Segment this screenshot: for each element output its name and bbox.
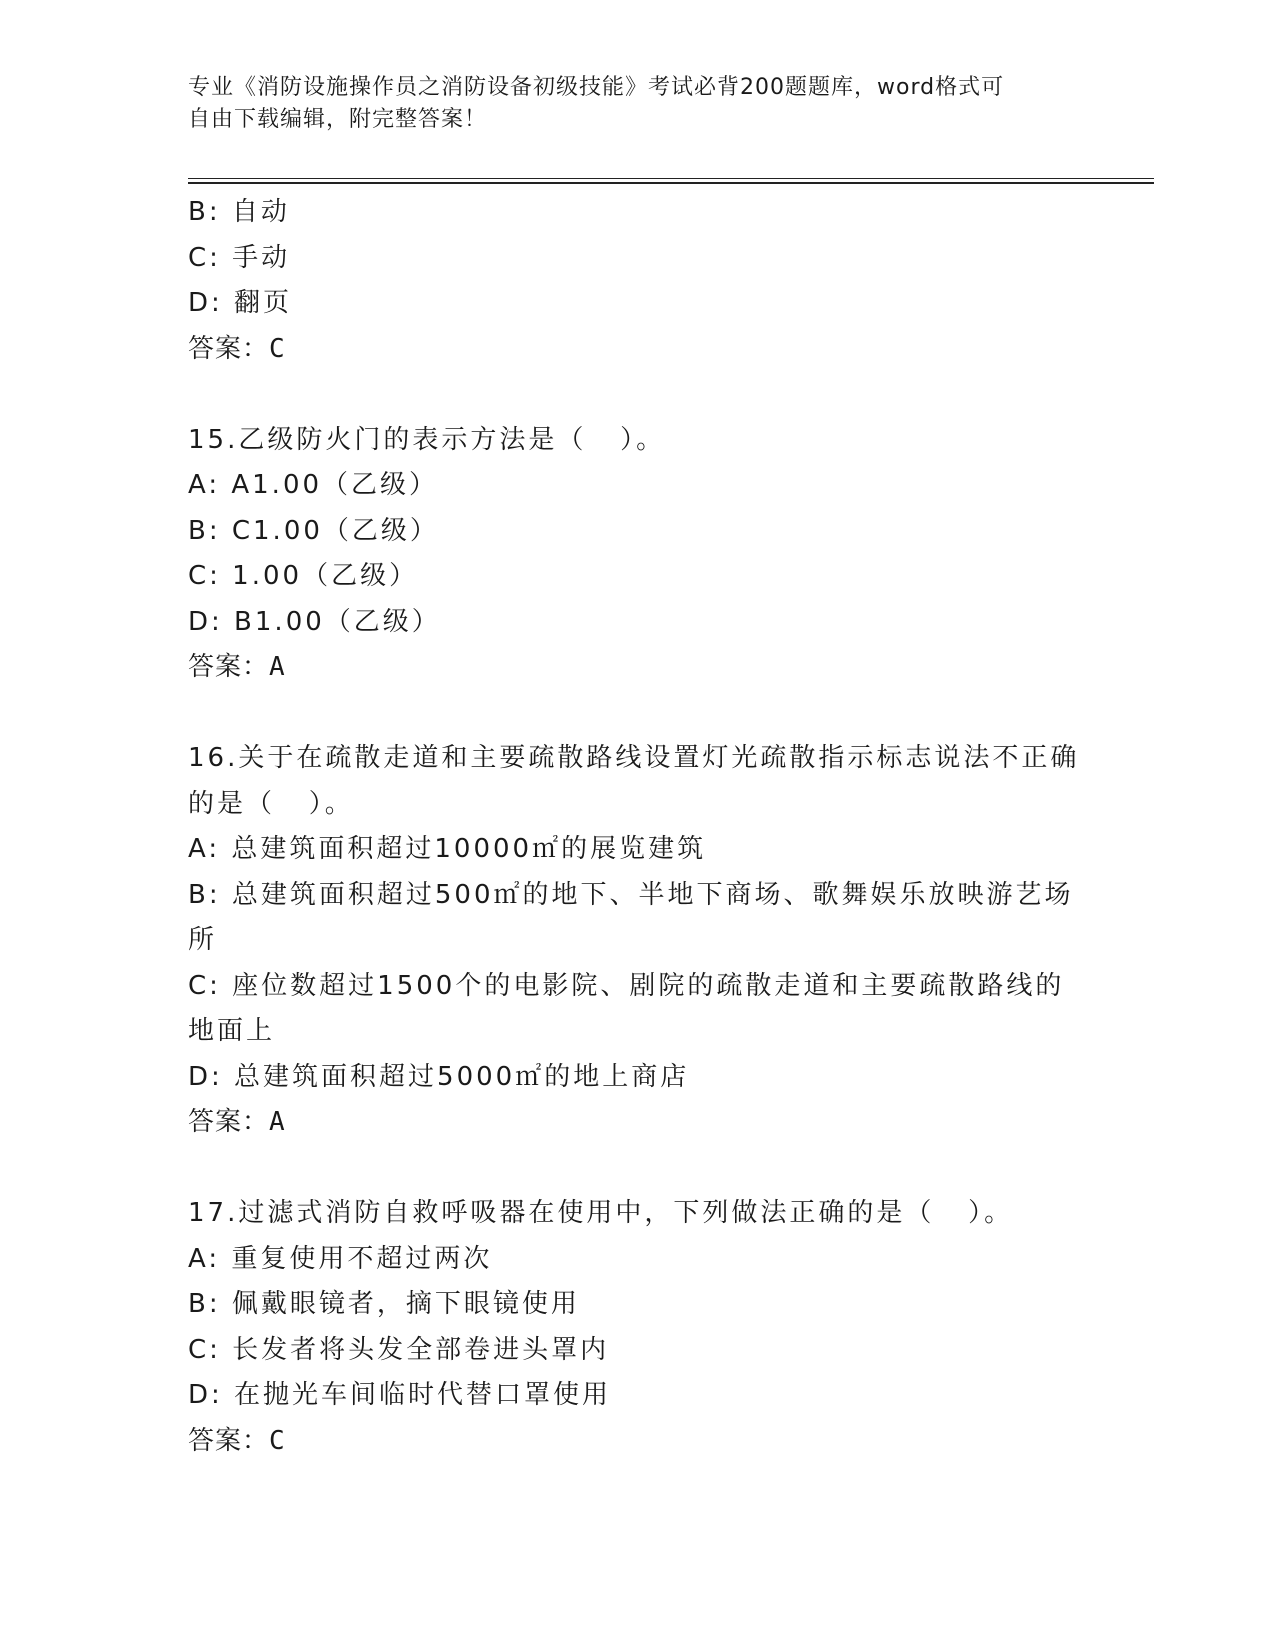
header-title-line1: 专业《消防设施操作员之消防设备初级技能》考试必背200题题库，word格式可: [188, 75, 1005, 100]
option-b: B: 自动: [188, 197, 290, 227]
spacer: [188, 691, 1088, 737]
question-text-line1: 16.关于在疏散走道和主要疏散路线设置灯光疏散指示标志说法不正确: [188, 743, 1080, 773]
option-a: A: A1.00（乙级）: [188, 470, 439, 500]
question-text-line2: 的是（ ）。: [188, 788, 354, 819]
question-17: [188, 1191, 1088, 1464]
answer: 答案：C: [188, 1425, 286, 1456]
option-b-line1: B: 总建筑面积超过500㎡的地下、半地下商场、歌舞娱乐放映游艺场: [188, 879, 1074, 910]
spacer: [188, 372, 1088, 418]
answer: 答案：A: [188, 1107, 286, 1137]
option-b: B: C1.00（乙级）: [188, 515, 439, 546]
page-header: [188, 72, 1068, 136]
question-14-tail: [188, 190, 1088, 372]
header-divider-thin: [188, 178, 1154, 179]
option-a: A: 总建筑面积超过10000㎡的展览建筑: [188, 834, 707, 864]
header-title-line2: 自由下载编辑，附完整答案！: [188, 107, 488, 132]
answer: 答案：C: [188, 333, 286, 364]
spacer: [188, 1146, 1088, 1192]
option-c-line2: 地面上: [188, 1016, 276, 1046]
option-d: D: 在抛光车间临时代替口罩使用: [188, 1380, 612, 1410]
option-b: B: 佩戴眼镜者，摘下眼镜使用: [188, 1289, 580, 1319]
option-d: D: 翻页: [188, 288, 293, 318]
answer: 答案：A: [188, 652, 286, 682]
option-c: C: 1.00（乙级）: [188, 561, 419, 591]
question-text: 15.乙级防火门的表示方法是（ ）。: [188, 424, 666, 455]
header-divider-thick: [188, 182, 1154, 184]
option-c: C: 手动: [188, 242, 291, 273]
option-d: D: 总建筑面积超过5000㎡的地上商店: [188, 1061, 690, 1092]
option-c: C: 长发者将头发全部卷进头罩内: [188, 1334, 610, 1365]
question-15: [188, 418, 1088, 691]
option-a: A: 重复使用不超过两次: [188, 1243, 493, 1274]
question-16: [188, 736, 1088, 1146]
question-text: 17.过滤式消防自救呼吸器在使用中，下列做法正确的是（ ）。: [188, 1198, 1014, 1228]
option-d: D: B1.00（乙级）: [188, 606, 441, 637]
option-b-line2: 所: [188, 925, 218, 955]
document-body: [188, 190, 1088, 1464]
option-c-line1: C: 座位数超过1500个的电影院、剧院的疏散走道和主要疏散路线的: [188, 970, 1065, 1001]
